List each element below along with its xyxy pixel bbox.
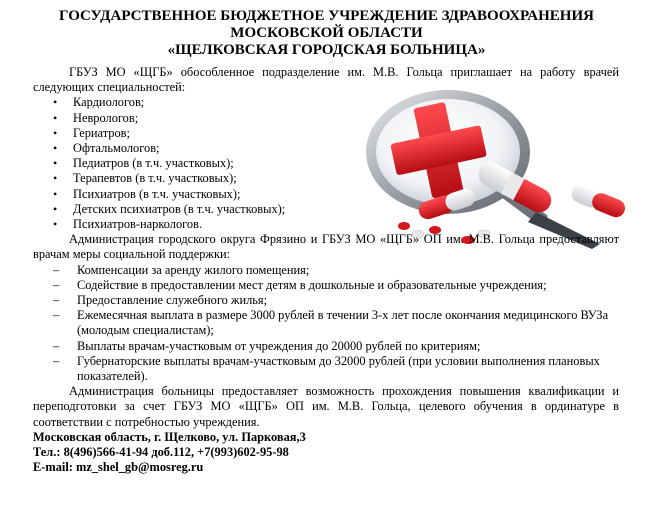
document-body — [33, 65, 619, 475]
list-item: – Содействие в предоставлении мест детям в дошкольные и образовательные учреждения; — [33, 278, 619, 293]
header-line-2: МОСКОВСКОЙ ОБЛАСТИ — [230, 25, 423, 41]
support-measures-list — [33, 263, 619, 385]
specialties-list — [33, 95, 619, 232]
list-item: – Компенсации за аренду жилого помещения; — [33, 263, 619, 278]
contact-phone: Тел.: 8(496)566-41-94 доб.112, +7(993)602-95-98 — [33, 445, 289, 460]
contact-email: E-mail: mz_shel_gb@mosreg.ru — [33, 460, 204, 475]
list-item: – Выплаты врачам-участковым от учреждения до 20000 рублей по критериям; — [33, 339, 619, 354]
training-paragraph: Администрация больницы предоставляет возможность прохождения повышения квалификации и переподготовки за счет ГБУЗ МО «ЩГБ» ОП им. М.В. Гольца, целевого обучения в ординатуре в соответствии с потребностью учреждения. — [33, 384, 619, 429]
list-item: • Гериатров; — [33, 126, 619, 141]
list-item: • Детских психиатров (в т.ч. участковых); — [33, 202, 619, 217]
list-item: – Губернаторские выплаты врачам-участковым до 32000 рублей (при условии выполнения плановых показателей). — [33, 354, 619, 384]
list-item: • Психиатров-наркологов. — [33, 217, 619, 232]
list-item: • Психиатров (в т.ч. участковых); — [33, 187, 619, 202]
list-item: • Педиатров (в т.ч. участковых); — [33, 156, 619, 171]
list-item: – Ежемесячная выплата в размере 3000 рублей в течении 3-х лет после окончания медицинского ВУЗа (молодым специалистам); — [33, 308, 619, 338]
document-header — [0, 8, 653, 59]
list-item: • Неврологов; — [33, 111, 619, 126]
list-item: – Предоставление служебного жилья; — [33, 293, 619, 308]
list-item: • Офтальмологов; — [33, 141, 619, 156]
header-line-3: «ЩЕЛКОВСКАЯ ГОРОДСКАЯ БОЛЬНИЦА» — [167, 42, 486, 58]
list-item: • Кардиологов; — [33, 95, 619, 110]
header-line-1: ГОСУДАРСТВЕННОЕ БЮДЖЕТНОЕ УЧРЕЖДЕНИЕ ЗДРАВООХРАНЕНИЯ — [59, 8, 594, 24]
intro-paragraph: ГБУЗ МО «ЩГБ» обособленное подразделение им. М.В. Гольца приглашает на работу врачей следующих специальностей: — [33, 65, 619, 95]
support-intro-paragraph: Администрация городского округа Фрязино и ГБУЗ МО «ЩГБ» ОП им. М.В. Гольца предоставляют врачам меры социальной поддержки: — [33, 232, 619, 262]
list-item: • Терапевтов (в т.ч. участковых); — [33, 171, 619, 186]
contact-address: Московская область, г. Щелково, ул. Парковая,3 — [33, 429, 306, 444]
